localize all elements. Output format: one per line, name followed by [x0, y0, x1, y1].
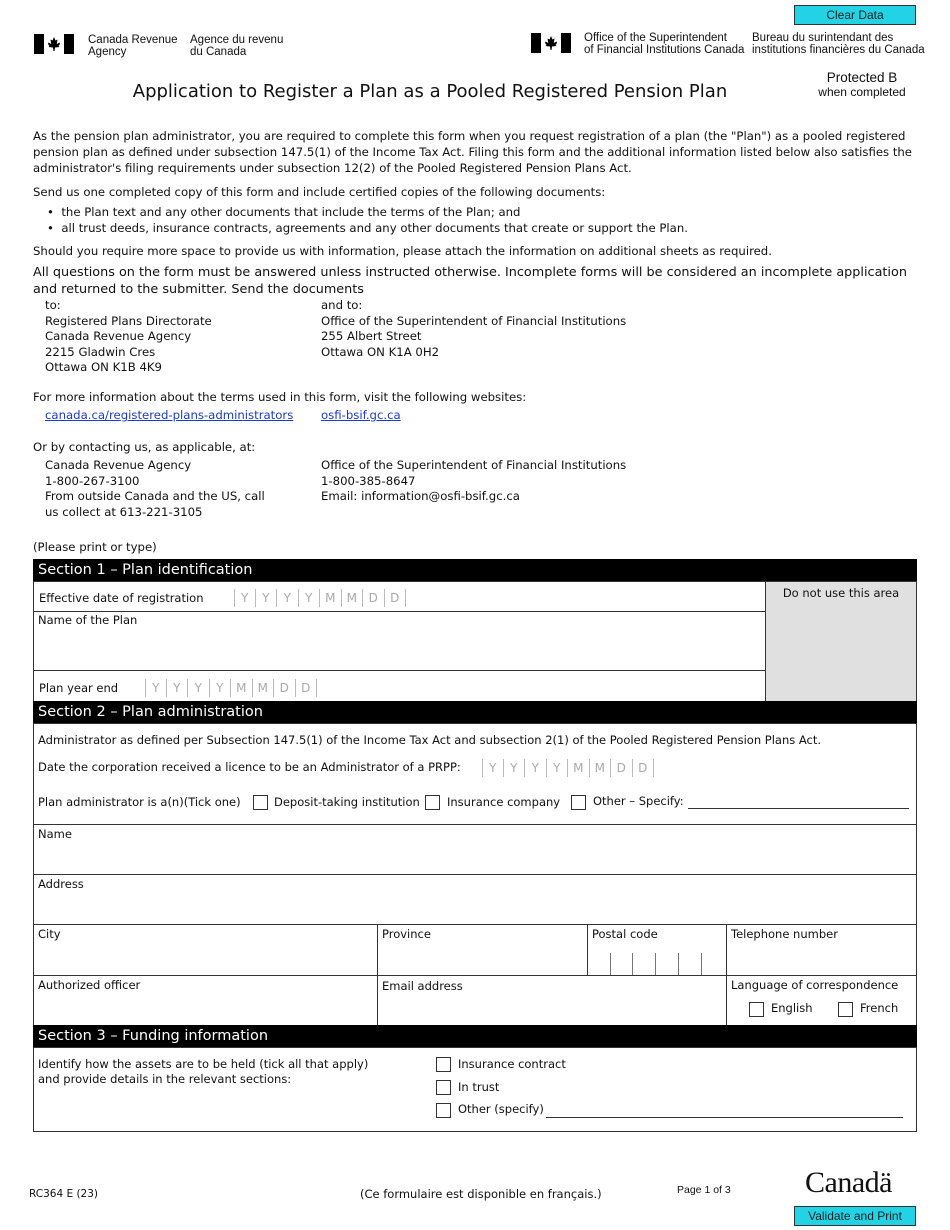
province-label: Province: [382, 927, 431, 941]
osfi-website-link[interactable]: osfi-bsif.gc.ca: [321, 408, 401, 422]
cra-website-link[interactable]: canada.ca/registered-plans-administrators: [45, 408, 294, 422]
other-specify-input[interactable]: [688, 808, 909, 809]
osfi-name-fr: Bureau du surintendant des institutions financières du Canada: [752, 32, 925, 56]
admin-definition: Administrator as defined per Subsection 147.5(1) of the Income Tax Act and subsection 2(1) of the Pooled Registered Pension Plans Act.: [38, 733, 822, 747]
deposit-taking-label: Deposit-taking institution: [274, 795, 420, 809]
deposit-taking-checkbox[interactable]: [253, 795, 268, 810]
funding-identify-label: Identify how the assets are to be held (tick all that apply): [38, 1057, 369, 1071]
protected-b: Protected B when completed: [818, 70, 906, 99]
section-1-header: Section 1 – Plan identification: [33, 559, 917, 581]
english-checkbox[interactable]: [749, 1002, 764, 1017]
effective-date-field[interactable]: [33, 581, 766, 612]
do-not-use-area: Do not use this area: [765, 581, 917, 702]
effective-date-input[interactable]: Y Y Y Y M M D D: [234, 589, 406, 607]
bullet-2: • all trust deeds, insurance contracts, agreements and any other documents that create or support the Plan.: [47, 221, 688, 235]
funding-block: [33, 1047, 917, 1132]
admin-name-label: Name: [38, 827, 72, 841]
administrator-block: [33, 723, 917, 825]
authorized-officer-label: Authorized officer: [38, 978, 141, 992]
validate-print-button[interactable]: Validate and Print: [794, 1206, 916, 1226]
in-trust-checkbox[interactable]: [436, 1080, 451, 1095]
canada-wordmark: Canadä: [805, 1166, 892, 1199]
admin-type-label: Plan administrator is a(n)(Tick one): [38, 795, 241, 809]
osfi-contact: Office of the Superintendent of Financial Institutions 1-800-385-8647 Email: information@osfi-bsif.gc.ca: [321, 458, 627, 503]
other-funding-checkbox[interactable]: [436, 1103, 451, 1118]
canada-flag-icon-osfi: [531, 33, 571, 53]
telephone-field[interactable]: [726, 924, 917, 976]
postal-code-label: Postal code: [592, 927, 658, 941]
insurance-contract-checkbox[interactable]: [436, 1057, 451, 1072]
websites-intro: For more information about the terms used in this form, visit the following websites:: [33, 390, 527, 404]
bullet-1: • the Plan text and any other documents that include the terms of the Plan; and: [47, 205, 521, 219]
cra-name-en: Canada Revenue Agency: [88, 34, 178, 58]
admin-name-field[interactable]: [33, 824, 917, 875]
language-field: [726, 975, 917, 1026]
intro-paragraph-2: Send us one completed copy of this form and include certified copies of the following documents:: [33, 185, 606, 199]
licence-date-input[interactable]: Y Y Y Y M M D D: [482, 759, 654, 777]
language-label: Language of correspondence: [731, 978, 899, 992]
form-id: RC364 E (23): [29, 1188, 99, 1200]
french-label: French: [860, 1001, 899, 1015]
licence-date-label: Date the corporation received a licence to be an Administrator of a PRPP:: [38, 760, 461, 774]
other-funding-input[interactable]: [546, 1117, 903, 1118]
plan-year-end-label: Plan year end: [39, 681, 119, 695]
other-specify-checkbox[interactable]: [571, 795, 586, 810]
admin-address-label: Address: [38, 877, 84, 891]
email-field[interactable]: [377, 975, 727, 1026]
email-label: Email address: [382, 979, 463, 993]
plan-name-label: Name of the Plan: [38, 613, 138, 627]
insurance-company-label: Insurance company: [447, 795, 561, 809]
plan-year-end-field[interactable]: [33, 670, 766, 702]
in-trust-label: In trust: [458, 1080, 500, 1094]
city-label: City: [38, 927, 61, 941]
intro-paragraph-4: All questions on the form must be answered unless instructed otherwise. Incomplete forms will be considered an incomplete application and returned to the submitter. Send the documents: [33, 265, 907, 297]
plan-year-end-input[interactable]: Y Y Y Y M M D D: [145, 679, 317, 697]
clear-data-button[interactable]: Clear Data: [794, 5, 916, 25]
contact-intro: Or by contacting us, as applicable, at:: [33, 440, 256, 454]
intro-paragraph-3: Should you require more space to provide us with information, please attach the information on additional sheets as required.: [33, 244, 772, 258]
intro-paragraph-1: As the pension plan administrator, you are required to complete this form when you request registration of a plan (the "Plan") as a pooled registered pension plan as defined under subsection 147.5(1) of the Income Tax Act. Filing this form and the additional information listed below also satisfies the administrator's filing requirements under subsection 12(2) of the Pooled Registered Pension Plans Act.: [33, 129, 912, 175]
funding-identify-label-2: and provide details in the relevant sections:: [38, 1072, 292, 1086]
postal-code-field[interactable]: [587, 924, 727, 976]
other-funding-label: Other (specify): [458, 1102, 544, 1116]
insurance-contract-label: Insurance contract: [458, 1057, 566, 1071]
print-note: (Please print or type): [33, 540, 157, 554]
french-availability-note: (Ce formulaire est disponible en français.): [360, 1187, 602, 1201]
osfi-name-en: Office of the Superintendent of Financial Institutions Canada: [584, 32, 745, 56]
province-field[interactable]: [377, 924, 588, 976]
french-checkbox[interactable]: [838, 1002, 853, 1017]
section-3-header: Section 3 – Funding information: [33, 1025, 917, 1047]
cra-contact: Canada Revenue Agency 1-800-267-3100 From outside Canada and the US, call us collect at 613-221-3105: [45, 458, 265, 519]
insurance-company-checkbox[interactable]: [425, 795, 440, 810]
cra-address: to: Registered Plans Directorate Canada Revenue Agency 2215 Gladwin Cres Ottawa ON K1B 4K9: [45, 298, 212, 374]
authorized-officer-field[interactable]: [33, 975, 378, 1026]
effective-date-label: Effective date of registration: [39, 591, 204, 605]
section-2-header: Section 2 – Plan administration: [33, 701, 917, 723]
telephone-label: Telephone number: [731, 927, 838, 941]
english-label: English: [771, 1001, 813, 1015]
plan-name-field[interactable]: [33, 611, 766, 671]
city-field[interactable]: [33, 924, 378, 976]
osfi-address: and to: Office of the Superintendent of Financial Institutions 255 Albert Street Ottawa ON K1A 0H2: [321, 298, 627, 359]
page-number: Page 1 of 3: [677, 1184, 731, 1196]
other-specify-label: Other – Specify:: [593, 794, 684, 808]
postal-code-boxes[interactable]: [610, 953, 704, 975]
canada-flag-icon: [34, 34, 74, 54]
admin-address-field[interactable]: [33, 874, 917, 925]
form-title: Application to Register a Plan as a Pooled Registered Pension Plan: [132, 81, 728, 102]
cra-name-fr: Agence du revenu du Canada: [190, 34, 284, 58]
